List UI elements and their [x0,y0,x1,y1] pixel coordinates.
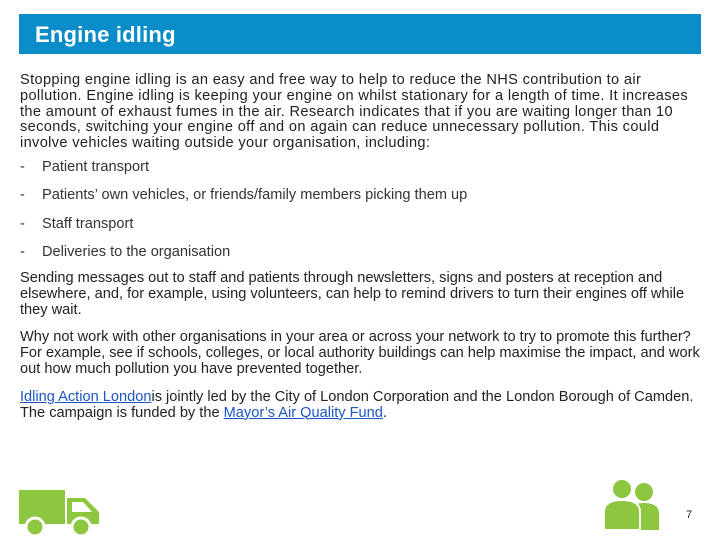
campaign-paragraph [20,390,700,422]
list-item [20,244,700,260]
bullet-marker: - [20,187,25,204]
idling-action-london-link[interactable]: Idling Action London [20,388,152,405]
list-item [20,187,700,203]
list-item-text: Patients’ own vehicles, or friends/family members picking them up [42,187,468,204]
list-item-text: Staff transport [42,215,134,232]
list-item-text: Patient transport [42,158,150,175]
bullet-marker: - [20,244,25,261]
air-quality-fund-link[interactable]: Mayor’s Air Quality Fund [223,404,383,421]
intro-paragraph: Stopping engine idling is an easy and free way to help to reduce the NHS contribution to air pollution. Engine idling is keeping your engine on whilst stationary for a length of time. It increases the amount of exhaust fumes in the air. Research indicates that if you are waiting longer than 10 seconds, switching your engine off and on again can reduce unnecessary pollution. This could involve vehicles waiting outside your organisation, including: [20,72,688,152]
campaign-text-end: . [382,404,387,421]
page-title: Engine idling [35,22,176,47]
list-item [20,159,700,175]
main-content [20,73,700,421]
messages-paragraph: Sending messages out to staff and patients through newsletters, signs and posters at reception and elsewhere, and, for example, using volunteers, can help to remind drivers to turn their engines off while they wait. [20,269,685,318]
header-bar [19,14,701,54]
network-paragraph: Why not work with other organisations in your area or across your network to try to promote this further? For example, see if schools, colleges, or local authority buildings can help maximise the impact, and work out how much pollution you have prevented together. [20,329,700,377]
vehicle-list [20,159,700,261]
list-item [20,216,700,232]
van-icon [19,490,101,538]
list-item-text: Deliveries to the organisation [42,244,231,261]
bullet-marker: - [20,215,25,232]
people-icon [602,478,664,530]
campaign-text: is jointly led by the City of London Corporation and the London Borough of Camden. The campaign is funded by the [20,388,694,421]
bullet-marker: - [20,158,25,175]
page-number: 7 [686,509,693,521]
